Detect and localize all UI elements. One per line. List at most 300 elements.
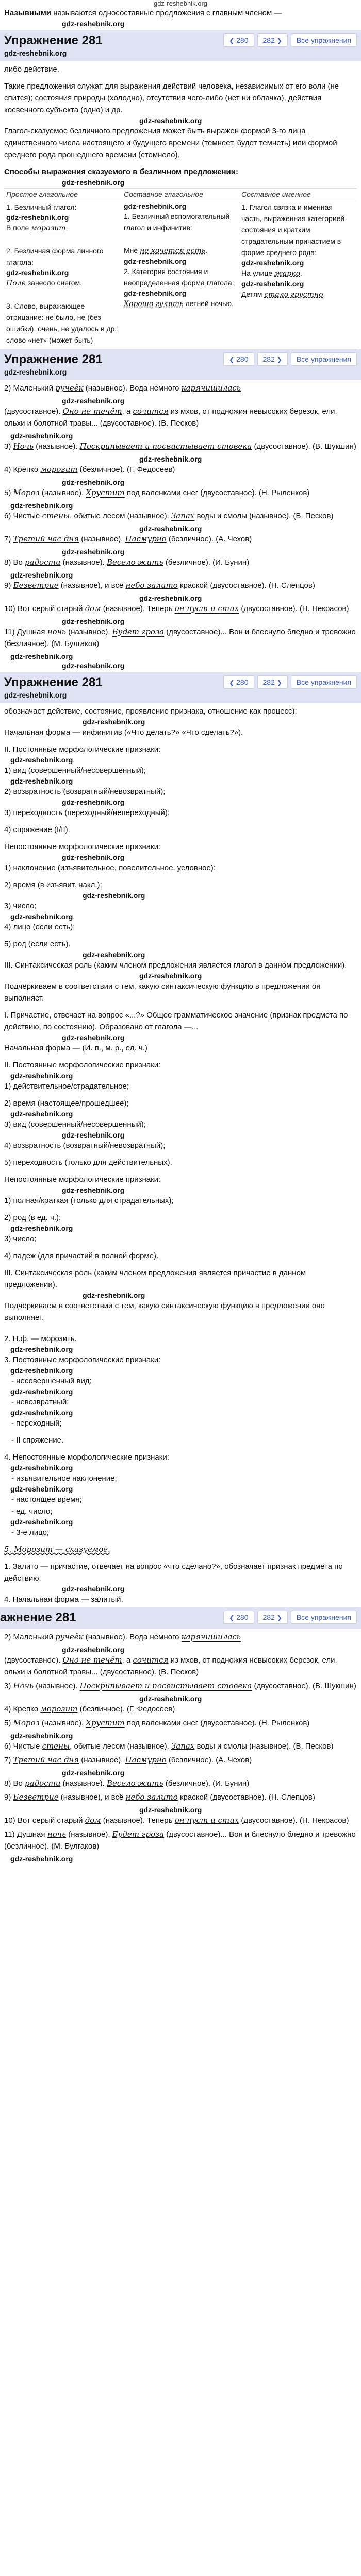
parse-line: 3. Постоянные морфологические признаки: xyxy=(4,1355,161,1364)
sentence-text: , а xyxy=(122,1656,133,1665)
morph-item: 2) род (в ед. ч.); xyxy=(4,1213,61,1222)
sentence-text: (назывное). xyxy=(60,1779,107,1788)
morph-item: 4) падеж (для причастий в полной форме). xyxy=(4,1251,159,1260)
sentence-text: (назывное). xyxy=(34,442,80,451)
underlined-word: дом xyxy=(85,604,101,613)
example-sentence xyxy=(0,1815,361,1826)
sentence-text: Вот серый старый xyxy=(17,604,85,613)
sentence-text: 4) xyxy=(4,1705,13,1714)
sentence-text: (безличное). (А. Чехов) xyxy=(166,1756,252,1765)
cell-text: Детям xyxy=(241,290,265,298)
example-sentence xyxy=(0,440,361,452)
sentence-text: (двусоставное)... Вон и блеснуло бледно и тревожно (безличное). (М. Булгаков) xyxy=(4,628,356,648)
cell-underlined: не хочется есть xyxy=(140,247,206,255)
morph-synt: III. Синтаксическая роль (каким членом предложения является глагол в данном предложении). xyxy=(4,961,347,970)
underlined-word: дом xyxy=(85,1816,101,1825)
sentence-text: из мхов, от подножия невысоких березок, ели, ольхи и болотной травы... (двусоставное). (В. Песков) xyxy=(4,407,337,428)
sentence-text: (назывное). xyxy=(39,488,86,497)
example-sentence xyxy=(0,1791,361,1803)
underlined-word: небо залито xyxy=(125,581,178,590)
morph-item: 3) число; xyxy=(4,1234,37,1243)
underlined-word: Третий час дня xyxy=(13,1755,79,1765)
cell-underlined: Хорошо xyxy=(124,300,154,308)
underlined-word: Мороз xyxy=(13,1718,40,1727)
exercise-banner-2 xyxy=(0,349,361,380)
parse-line: 4. Начальная форма — залитый. xyxy=(4,1595,123,1604)
sentence-text: Чистые xyxy=(13,512,42,520)
exercise-title: Упражнение 281 xyxy=(4,352,103,366)
methods-table xyxy=(4,188,357,347)
sentence-text: (назывное). Теперь xyxy=(101,1816,175,1825)
watermark: gdz-reshebnik.org xyxy=(139,524,202,533)
cell-text: 3. Слово, выражающее отрицание: не было, не (без ошибки), очень, не удалось и др.; слово «нет» (может быть) xyxy=(6,302,119,344)
sentence-text: Крепко xyxy=(13,465,41,474)
intro-lead: Назывными xyxy=(4,9,52,18)
watermark: gdz-reshebnik.org xyxy=(62,798,125,806)
watermark: gdz-reshebnik.org xyxy=(124,257,187,265)
sentence-text: (назывное), и всё xyxy=(58,1793,126,1802)
underlined-word: он пуст и стих xyxy=(174,1816,239,1825)
example-sentence xyxy=(0,510,361,522)
underlined-word: Хрустит xyxy=(86,1718,125,1727)
parse-subline: - изъявительное наклонение; xyxy=(11,1474,117,1483)
chevron-left-icon: ❮ xyxy=(229,679,235,686)
underlined-word: Пасмурно xyxy=(125,534,167,544)
sentence-text: (двусоставное)... Вон и блеснуло бледно и тревожно (безличное). (М. Булгаков) xyxy=(4,1830,356,1851)
watermark: gdz-reshebnik.org xyxy=(6,268,69,277)
sentence-text: , а xyxy=(122,407,133,416)
watermark: gdz-reshebnik.org xyxy=(139,455,202,463)
watermark: gdz-reshebnik.org xyxy=(10,1110,73,1118)
morph-intro2: Начальная форма — инфинитив («Что делать?» «Что сделать?»). xyxy=(4,728,243,737)
prich-var-heading: Непостоянные морфологические признаки: xyxy=(4,1175,161,1184)
watermark: gdz-reshebnik.org xyxy=(139,1694,202,1703)
example-sentence xyxy=(0,1717,361,1729)
next-exercise-label: 282 xyxy=(262,678,275,686)
underlined-word: карячишилась xyxy=(181,1632,241,1641)
sentence-text: Маленький xyxy=(13,1633,56,1641)
sentence-text: 9) xyxy=(4,581,13,590)
next-exercise-label: 282 xyxy=(262,36,275,44)
underlined-word: ночь xyxy=(47,1829,67,1839)
cell-text: . xyxy=(205,246,208,255)
watermark: gdz-reshebnik.org xyxy=(10,1855,73,1863)
sentence-text: (назывное). Теперь xyxy=(101,604,175,613)
sentence-text: (назывное). xyxy=(66,628,112,636)
sentence-text: (назывное). Вода немного xyxy=(83,384,182,393)
sentence-text: 11) xyxy=(4,628,17,636)
underlined-word: Весело жить xyxy=(106,557,163,567)
exercise-banner xyxy=(0,30,361,61)
prich-heading: I. Причастие, отвечает на вопрос «...?» Общее грамматическое значение (признак предмета по действию, по состоянию). Образовано от глагола —... xyxy=(4,1011,348,1031)
underlined-word: радости xyxy=(25,1778,61,1788)
sentence-text: 8) xyxy=(4,558,13,567)
morph-item: 4) лицо (если есть); xyxy=(4,923,75,931)
chevron-left-icon: ❮ xyxy=(229,356,235,363)
sentence-text: (двусоставное). xyxy=(4,407,63,416)
next-exercise-button[interactable] xyxy=(257,33,288,47)
parse-subline: - несовершенный вид; xyxy=(11,1377,92,1385)
morph-item: 5) род (если есть). xyxy=(4,940,71,948)
sentence-text: (безличное). (И. Бунин) xyxy=(163,558,250,567)
sentence-text: , обитые лесом (назывное). xyxy=(70,1742,171,1751)
cell-text: 1. Безличный вспомогательный глагол и инфинитив: xyxy=(124,212,230,232)
prich-const-heading: II. Постоянные морфологические признаки: xyxy=(4,1061,161,1070)
cell-underlined: гулять xyxy=(155,300,184,308)
chevron-right-icon: ❯ xyxy=(276,37,282,44)
next-exercise-label: 282 xyxy=(262,355,275,363)
morph-item: 2) возвратность (возвратный/невозвратный); xyxy=(4,787,166,796)
next-exercise-button[interactable] xyxy=(257,675,288,689)
table-cell xyxy=(4,200,122,347)
table-header: Простое глагольное xyxy=(4,189,122,200)
underlined-word: морозит xyxy=(40,1704,78,1714)
table-cell xyxy=(239,200,357,347)
example-sentence xyxy=(0,580,361,591)
underlined-word: Оно не течёт xyxy=(62,406,122,416)
watermark: gdz-reshebnik.org xyxy=(62,548,125,556)
sentence-text: (назывное). xyxy=(34,1682,80,1690)
next-exercise-button[interactable] xyxy=(257,1611,288,1624)
prev-exercise-button[interactable] xyxy=(223,675,254,689)
morph-item: 4) возвратность (возвратный/невозвратный); xyxy=(4,1141,166,1150)
intro-p2: Такие предложения служат для выражения действий человека, независимых от его воли (не спится); состояния природы (холодно), отсутствия чего-либо (нет ни облачка), действия косвенного субъекта (одно) и др. xyxy=(4,82,339,114)
morph-item: 2) время (настоящее/прошедшее); xyxy=(4,1099,129,1108)
watermark: gdz-reshebnik.org xyxy=(62,1131,125,1139)
sentence-text: воды и смолы (назывное). (В. Песков) xyxy=(194,512,334,520)
chevron-left-icon: ❮ xyxy=(229,1614,235,1621)
underlined-word: Будет гроза xyxy=(112,1829,165,1839)
watermark: gdz-reshebnik.org xyxy=(10,1464,73,1472)
cell-text: 1. Глагол связка и именная часть, выраженная категорией состояния и кратким страдательным причастием в форме среднего рода: xyxy=(241,203,345,257)
sentence-text: 3) xyxy=(4,442,13,451)
sentence-text: (назывное). xyxy=(39,1719,86,1727)
example-sentence xyxy=(0,603,361,615)
watermark: gdz-reshebnik.org xyxy=(241,259,304,267)
methods-title xyxy=(0,166,361,178)
watermark: gdz-reshebnik.org xyxy=(124,202,187,210)
cell-text: летней ночью. xyxy=(183,299,234,308)
watermark: gdz-reshebnik.org xyxy=(83,951,145,959)
example-sentence xyxy=(0,1703,361,1715)
exercise-banner-3 xyxy=(0,672,361,703)
watermark: gdz-reshebnik.org xyxy=(6,213,69,222)
watermark: gdz-reshebnik.org xyxy=(83,1291,145,1299)
all-exercises-button[interactable]: Все упражнения xyxy=(291,675,357,689)
morph-item: 5) переходность (только для действительных). xyxy=(4,1158,172,1167)
morph-item: 1) наклонение (изъявительное, повелительное, условное): xyxy=(4,863,216,872)
cell-underlined: стало грустно xyxy=(264,291,323,299)
watermark: gdz-reshebnik.org xyxy=(10,1485,73,1493)
sentence-text: , обитые лесом (назывное). xyxy=(70,512,171,520)
watermark: gdz-reshebnik.org xyxy=(10,777,73,785)
watermark: gdz-reshebnik.org xyxy=(124,289,187,297)
watermark: gdz-reshebnik.org xyxy=(10,571,73,579)
prich-under: Подчёркиваем в соответствии с тем, какую синтаксическую функцию в предложении оно выполняет. xyxy=(4,1301,325,1322)
next-exercise-label: 282 xyxy=(262,1613,275,1621)
parse-subline: - ед. число; xyxy=(11,1507,53,1516)
sentence-text: 6) xyxy=(4,1742,13,1751)
watermark: gdz-reshebnik.org xyxy=(10,1345,73,1353)
sentence-text: из мхов, от подножия невысоких березок, ели, ольхи и болотной травы... (двусоставное). (В. Песков) xyxy=(4,1656,337,1676)
table-header: Составное именное xyxy=(239,189,357,200)
sentence-text: (двусоставное). xyxy=(4,1656,63,1665)
exercise-title: Упражнение 281 xyxy=(4,33,103,47)
sentence-text: 5) xyxy=(4,1719,13,1727)
parse-subline: - настоящее время; xyxy=(11,1495,82,1504)
parse-line: 2. Н.ф. — морозить. xyxy=(4,1334,77,1343)
underlined-word: ночь xyxy=(47,627,67,636)
cell-text: В поле xyxy=(6,224,31,232)
sentence-text: 7) xyxy=(4,535,13,544)
sentence-text: краской (двусоставное). (Н. Слепцов) xyxy=(177,581,315,590)
sentence-text: 10) xyxy=(4,1816,18,1825)
underlined-word: сочится xyxy=(133,1655,169,1665)
underlined-word: Третий час дня xyxy=(13,534,79,544)
underlined-word: ручеёк xyxy=(55,1632,84,1641)
exercise-title: ажнение 281 xyxy=(0,1611,76,1624)
watermark: gdz-reshebnik.org xyxy=(10,1224,73,1232)
sentence-text: Маленький xyxy=(13,384,56,393)
sentence-text: (двусоставное). (В. Шукшин) xyxy=(252,1682,356,1690)
example-sentence xyxy=(0,1680,361,1692)
underlined-word: он пуст и стих xyxy=(174,604,239,613)
sentence-text: Душная xyxy=(17,628,47,636)
sentence-text: (назывное), и всё xyxy=(58,581,126,590)
watermark: gdz-reshebnik.org xyxy=(62,617,125,625)
underlined-word: радости xyxy=(25,557,61,567)
morph-var-heading: Непостоянные морфологические признаки: xyxy=(4,842,161,851)
watermark: gdz-reshebnik.org xyxy=(62,1585,125,1593)
intro-line2-tail: либо действие. xyxy=(4,65,59,74)
morph-item: 3) число; xyxy=(4,902,37,910)
sentence-text: (безличное). (Г. Федосеев) xyxy=(77,1705,175,1714)
underlined-word: небо залито xyxy=(125,1792,178,1802)
examples-list-2 xyxy=(0,1631,361,1863)
prev-exercise-button[interactable] xyxy=(223,33,254,47)
cell-text: На улице xyxy=(241,269,275,277)
sentence-text: 9) xyxy=(4,1793,13,1802)
parse-underlined: 5. Морозит — сказуемое. xyxy=(4,1545,110,1554)
cell-text: 1. Безличный глагол: xyxy=(6,203,77,211)
underlined-word: Поскрипывает и посвистывает стовека xyxy=(79,442,252,451)
sentence-text: 11) xyxy=(4,1830,17,1839)
watermark: gdz-reshebnik.org xyxy=(62,478,125,486)
sentence-text: (назывное). xyxy=(66,1830,112,1839)
sentence-text: под валенками снег (двусоставное). (Н. Рыленков) xyxy=(124,488,310,497)
sentence-text: (двусоставное). (Н. Некрасов) xyxy=(239,604,349,613)
chevron-right-icon: ❯ xyxy=(276,679,282,686)
exercise-nav xyxy=(223,675,357,689)
sentence-text: Во xyxy=(13,558,25,567)
sentence-text: 7) xyxy=(4,1756,13,1765)
chevron-left-icon: ❮ xyxy=(229,37,235,44)
watermark: gdz-reshebnik.org xyxy=(62,20,125,28)
parse-line: 4. Непостоянные морфологические признаки: xyxy=(4,1453,169,1462)
sentence-text: (двусоставное). (Н. Некрасов) xyxy=(239,1816,349,1825)
cell-text: . xyxy=(300,269,302,277)
watermark: gdz-reshebnik.org xyxy=(10,1387,73,1396)
morph-item: 1) действительное/страдательное; xyxy=(4,1082,129,1091)
sentence-text: под валенками снег (двусоставное). (Н. Рыленков) xyxy=(124,1719,310,1727)
underlined-word: стены xyxy=(42,511,70,520)
sentence-text: (безличное). (А. Чехов) xyxy=(166,535,252,544)
parse-subline: - 3-е лицо; xyxy=(11,1528,50,1537)
underlined-word: Безветрие xyxy=(13,581,59,590)
morph-item: 1) полная/краткая (только для страдательных); xyxy=(4,1196,174,1205)
underlined-word: Хрустит xyxy=(86,488,125,497)
morph-item: 3) вид (совершенный/несовершенный); xyxy=(4,1120,146,1129)
watermark: gdz-reshebnik.org xyxy=(10,1072,73,1080)
morph-item: 3) переходность (переходный/непереходный); xyxy=(4,808,170,817)
prev-exercise-label: 280 xyxy=(236,1613,249,1621)
sentence-text: 5) xyxy=(4,488,13,497)
underlined-word: ручеёк xyxy=(55,383,84,393)
exercise-nav xyxy=(223,352,357,366)
sentence-text: (назывное). xyxy=(79,535,125,544)
methods-title-text: Способы выражения сказуемого в безличном предложении: xyxy=(4,167,238,176)
sentence-text: краской (двусоставное). (Н. Слепцов) xyxy=(177,1793,315,1802)
exercise-site: gdz-reshebnik.org xyxy=(4,49,67,57)
watermark: gdz-reshebnik.org xyxy=(10,1732,73,1740)
prev-exercise-button[interactable] xyxy=(223,352,254,366)
chevron-right-icon: ❯ xyxy=(276,1614,282,1621)
parse-subline: - II спряжение. xyxy=(11,1436,64,1445)
table-cell xyxy=(122,200,239,347)
example-sentence xyxy=(0,382,361,394)
example-sentence xyxy=(0,556,361,568)
all-exercises-button[interactable]: Все упражнения xyxy=(291,352,357,366)
watermark: gdz-reshebnik.org xyxy=(241,280,304,288)
morph-item: 4) спряжение (I/II). xyxy=(4,825,70,834)
underlined-word: Ночь xyxy=(13,442,34,451)
sentence-text: (безличное). (Г. Федосеев) xyxy=(77,465,175,474)
prev-exercise-button[interactable] xyxy=(223,1611,254,1624)
sentence-text: 3) xyxy=(4,1682,13,1690)
prev-exercise-label: 280 xyxy=(236,36,249,44)
prev-exercise-label: 280 xyxy=(236,355,249,363)
watermark: gdz-reshebnik.org xyxy=(62,1186,125,1194)
cell-text: . xyxy=(323,290,325,298)
underlined-word: Мороз xyxy=(13,488,40,497)
underlined-word: Оно не течёт xyxy=(62,1655,122,1665)
underlined-word: Безветрие xyxy=(13,1792,59,1802)
prev-exercise-label: 280 xyxy=(236,678,249,686)
morph-item: 2) время (в изъявит. накл.); xyxy=(4,880,102,889)
cell-underlined: Поле xyxy=(6,279,26,287)
parse-line xyxy=(0,1544,361,1555)
prich-synt: III. Синтаксическая роль (каким членом предложения является причастие в данном предложении). xyxy=(4,1268,306,1289)
all-exercises-button[interactable]: Все упражнения xyxy=(291,33,357,47)
exercise-site: gdz-reshebnik.org xyxy=(4,368,67,376)
underlined-word: Ночь xyxy=(13,1681,34,1690)
example-sentence xyxy=(0,1777,361,1789)
exercise-nav xyxy=(223,33,357,47)
underlined-word: Пасмурно xyxy=(125,1755,167,1765)
intro-definition xyxy=(0,7,361,19)
underlined-word: сочится xyxy=(133,406,169,416)
watermark: gdz-reshebnik.org xyxy=(139,116,202,125)
exercise-site: gdz-reshebnik.org xyxy=(4,691,67,699)
watermark: gdz-reshebnik.org xyxy=(62,853,125,861)
underlined-word: Будет гроза xyxy=(112,627,165,636)
all-exercises-button[interactable]: Все упражнения xyxy=(291,1611,357,1624)
example-sentence xyxy=(0,1654,361,1678)
example-sentence xyxy=(0,626,361,650)
morph-under: Подчёркиваем в соответствии с тем, какую синтаксическую функцию в предложении он выполняет. xyxy=(4,982,321,1003)
underlined-word: Весело жить xyxy=(106,1778,163,1788)
example-sentence xyxy=(0,533,361,545)
sentence-text: 2) xyxy=(4,1633,13,1641)
sentence-text: воды и смолы (назывное). (В. Песков) xyxy=(194,1742,334,1751)
watermark: gdz-reshebnik.org xyxy=(62,1033,125,1042)
watermark: gdz-reshebnik.org xyxy=(139,1806,202,1814)
examples-list xyxy=(0,382,361,661)
underlined-word: Запах xyxy=(171,511,195,520)
watermark: gdz-reshebnik.org xyxy=(10,1518,73,1526)
watermark: gdz-reshebnik.org xyxy=(10,1409,73,1417)
cell-text: занесло снегом. xyxy=(25,279,83,287)
exercise-nav xyxy=(223,1611,357,1624)
sentence-text: 8) xyxy=(4,1779,13,1788)
underlined-word: Поскрипывает и посвистывает стовека xyxy=(79,1681,252,1690)
watermark: gdz-reshebnik.org xyxy=(10,912,73,921)
watermark: gdz-reshebnik.org xyxy=(62,1646,125,1654)
watermark: gdz-reshebnik.org xyxy=(10,501,73,510)
chevron-right-icon: ❯ xyxy=(276,356,282,363)
watermark: gdz-reshebnik.org xyxy=(62,397,125,405)
sentence-text: (назывное). xyxy=(60,558,107,567)
parse-subline: - переходный; xyxy=(11,1419,62,1428)
table-header: Составное глагольное xyxy=(122,189,239,200)
watermark: gdz-reshebnik.org xyxy=(139,972,202,980)
cell-text: 2. Безличная форма личного глагола: xyxy=(6,247,104,266)
cell-text: Мне xyxy=(124,246,140,255)
intro-p3: Глагол-сказуемое безличного предложения может быть выражен формой 3-го лица единственного числа настоящего и будущего времени (темнеет, будет темнеть) или формой среднего рода прошедшего времени (стемнело). xyxy=(4,127,337,159)
sentence-text: (двусоставное). (В. Шукшин) xyxy=(252,442,356,451)
watermark: gdz-reshebnik.org xyxy=(10,756,73,764)
morph-const-heading: II. Постоянные морфологические признаки: xyxy=(4,745,161,754)
watermark: gdz-reshebnik.org xyxy=(10,652,73,660)
parse-line: 1. Залито — причастие, отвечает на вопрос «что сделано?», обозначает признак предмета по действию. xyxy=(4,1562,343,1583)
prich-form: Начальная форма — (И. п., м. р., ед. ч.) xyxy=(4,1044,147,1053)
site-url[interactable]: gdz-reshebnik.org xyxy=(153,0,208,7)
sentence-text: (назывное). Вода немного xyxy=(83,1633,182,1641)
cell-underlined: морозит xyxy=(31,224,66,232)
sentence-text: 6) xyxy=(4,512,13,520)
sentence-text: 10) xyxy=(4,604,18,613)
example-sentence xyxy=(0,1631,361,1643)
cell-text: . xyxy=(65,224,68,232)
underlined-word: Запах xyxy=(171,1741,195,1751)
sentence-text: Крепко xyxy=(13,1705,41,1714)
watermark: gdz-reshebnik.org xyxy=(10,1366,73,1375)
example-sentence xyxy=(0,487,361,499)
next-exercise-button[interactable] xyxy=(257,352,288,366)
sentence-text: Душная xyxy=(17,1830,47,1839)
example-sentence xyxy=(0,405,361,429)
sentence-text: (безличное). (И. Бунин) xyxy=(163,1779,250,1788)
exercise-banner-4 xyxy=(0,1607,361,1629)
sentence-text: (назывное). xyxy=(79,1756,125,1765)
underlined-word: стены xyxy=(42,1741,70,1751)
cell-underlined: жарко xyxy=(274,269,301,278)
sentence-text: Вот серый старый xyxy=(17,1816,85,1825)
underlined-word: морозит xyxy=(40,465,78,474)
parse-subline: - невозвратный; xyxy=(11,1398,69,1406)
watermark: gdz-reshebnik.org xyxy=(10,432,73,440)
watermark: gdz-reshebnik.org xyxy=(139,594,202,602)
